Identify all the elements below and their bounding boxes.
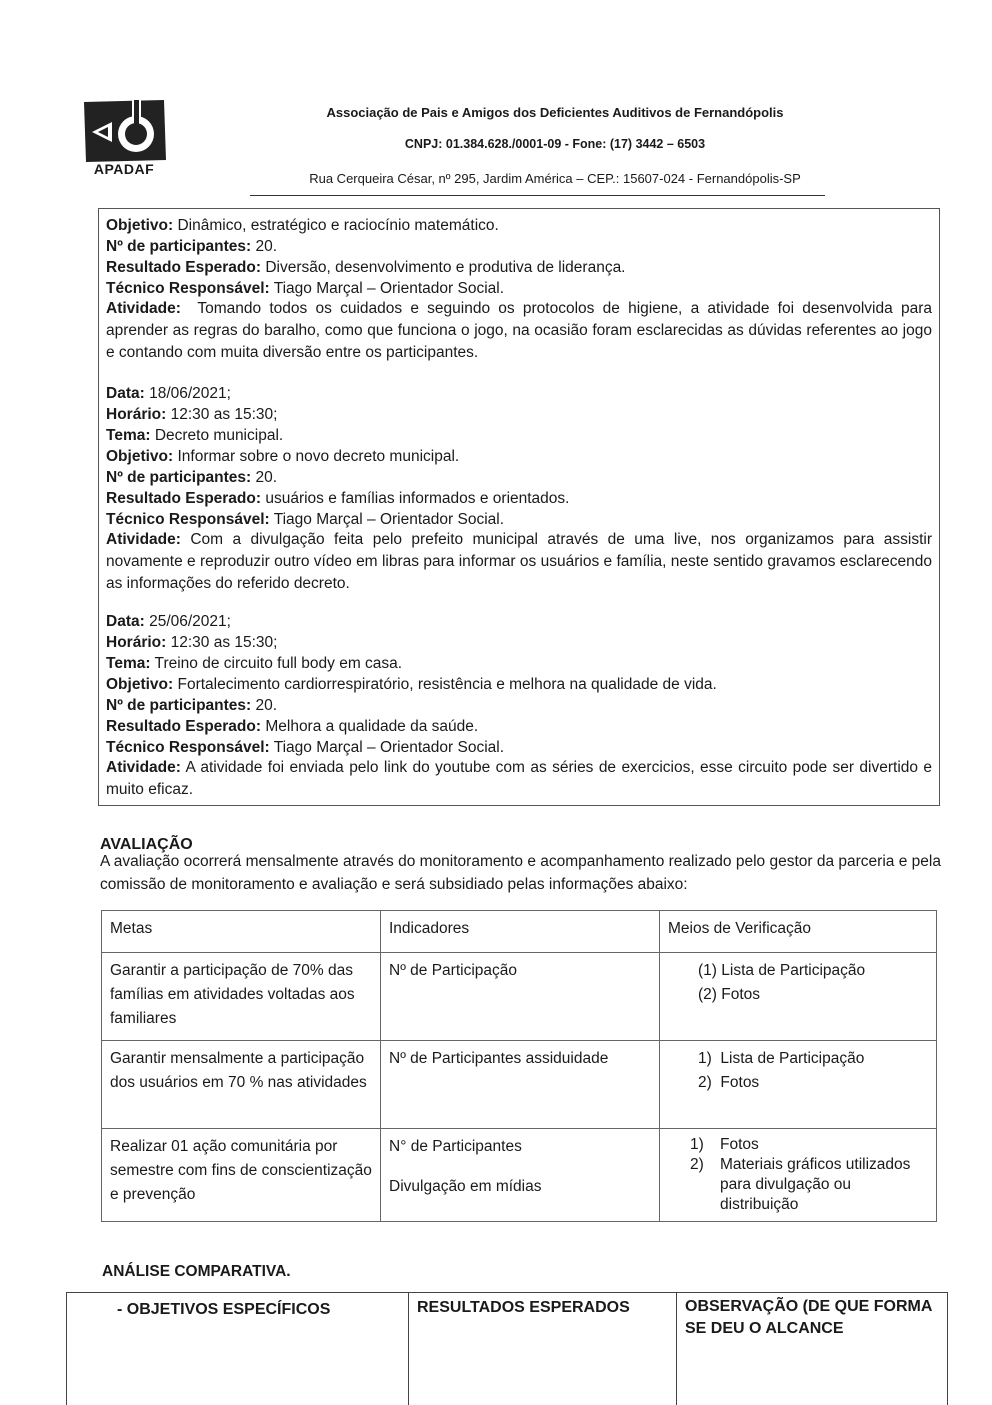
meta-cell: Garantir mensalmente a participação dos usuários em 70 % nas atividades [102, 1041, 381, 1129]
activity-1-participantes: Nº de participantes: 20. [106, 238, 278, 255]
header-indicadores: Indicadores [381, 911, 660, 953]
analise-col-objetivos [66, 1293, 408, 1405]
table-row [102, 953, 937, 1041]
avaliacao-title: AVALIAÇÃO [100, 836, 193, 853]
meta-cell: Realizar 01 ação comunitária por semestre com fins de conscientização e prevenção [102, 1129, 381, 1222]
meio-item: 2) Materiais gráficos utilizados para divulgação ou distribuição [690, 1156, 911, 1213]
activity-2-atividade: Atividade: Com a divulgação feita pelo prefeito municipal através de uma live, nos organizamos para assistir novamente e reproduzir outro vídeo em libras para informar os usuários e família, neste sentido gravamos esclarecendo as informações do referido decreto. [106, 531, 932, 592]
header-divider [250, 195, 825, 196]
activity-2-tecnico: Técnico Responsável: Tiago Marçal – Orientador Social. [106, 511, 505, 528]
avaliacao-text: A avaliação ocorrerá mensalmente através do monitoramento e acompanhamento realizado pelo gestor da parceria e pela comissão de monitoramento e avaliação e será subsidiado pelas informações abaixo: [100, 853, 941, 893]
indicador-cell: Nº de Participação [381, 953, 660, 1041]
analise-title: ANÁLISE COMPARATIVA. [102, 1263, 291, 1280]
indicador-cell [381, 1129, 660, 1222]
activity-2-tema: Tema: Decreto municipal. [106, 427, 284, 444]
indicador-cell: Nº de Participantes assiduidade [381, 1041, 660, 1129]
analise-col-observacao-label: OBSERVAÇÃO (DE QUE FORMA SE DEU O ALCANCE [685, 1298, 932, 1337]
activity-3-resultado: Resultado Esperado: Melhora a qualidade da saúde. [106, 718, 479, 735]
meios-cell [660, 1129, 937, 1222]
activity-1-objetivo: Objetivo: Dinâmico, estratégico e raciocínio matemático. [106, 217, 499, 234]
analise-col-resultados [408, 1293, 676, 1405]
meio-item: 1) Lista de Participação [698, 1050, 865, 1067]
analise-table [66, 1292, 948, 1405]
address-line: Rua Cerqueira César, nº 295, Jardim América – CEP.: 15607-024 - Fernandópolis-SP [309, 171, 801, 186]
activity-3-horario: Horário: 12:30 as 15:30; [106, 634, 278, 651]
meios-cell [660, 1041, 937, 1129]
analise-col-objetivos-label: - OBJETIVOS ESPECÍFICOS [117, 1301, 331, 1318]
meta-cell: Garantir a participação de 70% das famílias em atividades voltadas aos familiares [102, 953, 381, 1041]
activity-2-participantes: Nº de participantes: 20. [106, 469, 278, 486]
activity-1-atividade: Atividade: Tomando todos os cuidados e seguindo os protocolos de higiene, a atividade foi desenvolvida para aprender as regras do baralho, como que funciona o jogo, na ocasião foram esclarecidas as dúvidas referentes ao jogo e contando com muita diversão entre os participantes. [106, 300, 932, 361]
org-name: Associação de Pais e Amigos dos Deficientes Auditivos de Fernandópolis [326, 105, 784, 120]
meio-item: 1) Fotos [690, 1136, 759, 1153]
analise-col-resultados-label: RESULTADOS ESPERADOS [417, 1299, 630, 1316]
activity-3-objetivo: Objetivo: Fortalecimento cardiorrespiratório, resistência e melhora na qualidade de vida. [106, 676, 717, 693]
activity-3-atividade: Atividade: A atividade foi enviada pelo link do youtube com as séries de exercicios, esse circuito pode ser divertido e muito eficaz. [106, 759, 932, 798]
meio-item: (2) Fotos [698, 986, 761, 1003]
logo-text: APADAF [93, 161, 155, 177]
activity-3-participantes: Nº de participantes: 20. [106, 697, 278, 714]
activity-2-resultado: Resultado Esperado: usuários e famílias informados e orientados. [106, 490, 570, 507]
activity-3-tecnico: Técnico Responsável: Tiago Marçal – Orientador Social. [106, 739, 505, 756]
activity-2-data: Data: 18/06/2021; [106, 385, 231, 402]
table-row [102, 1129, 937, 1222]
activity-3-tema: Tema: Treino de circuito full body em casa. [106, 655, 403, 672]
activity-2-objetivo: Objetivo: Informar sobre o novo decreto municipal. [106, 448, 460, 465]
activity-3-data: Data: 25/06/2021; [106, 613, 231, 630]
header-meios: Meios de Verificação [660, 911, 937, 953]
table-row [102, 1041, 937, 1129]
activity-2-horario: Horário: 12:30 as 15:30; [106, 406, 278, 423]
metas-table [101, 910, 937, 1222]
meios-cell [660, 953, 937, 1041]
header-metas: Metas [102, 911, 381, 953]
indicador-line: Divulgação em mídias [389, 1178, 542, 1195]
indicador-line: N° de Participantes [389, 1138, 522, 1155]
activity-1-resultado: Resultado Esperado: Diversão, desenvolvimento e produtiva de liderança. [106, 259, 626, 276]
cnpj-line: CNPJ: 01.384.628./0001-09 - Fone: (17) 3442 – 6503 [404, 137, 706, 151]
meio-item: (1) Lista de Participação [698, 962, 866, 979]
metas-header-row [102, 911, 937, 953]
activity-1-tecnico: Técnico Responsável: Tiago Marçal – Orientador Social. [106, 280, 505, 297]
analise-col-observacao [676, 1293, 948, 1405]
meio-item: 2) Fotos [698, 1074, 760, 1091]
